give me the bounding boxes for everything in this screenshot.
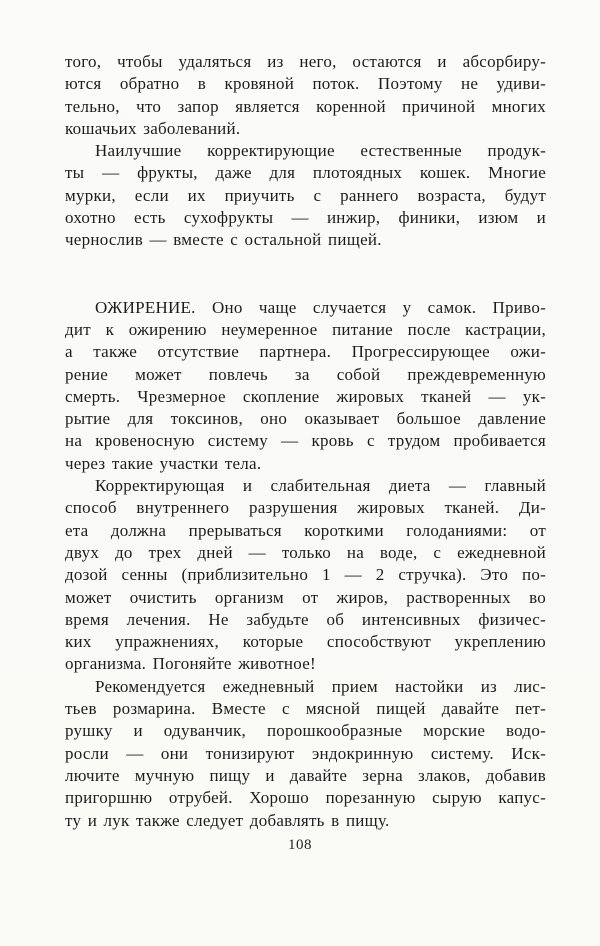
text-line: тельно, что запор является коренной причиной многих — [65, 96, 546, 116]
text-line: Рекомендуется ежедневный прием настойки из лис- — [95, 676, 546, 696]
text-line: мурки, если их приучить с раннего возраста, будут — [65, 185, 546, 205]
text-line: дит к ожирению неумеренное питание после кастрации, — [65, 319, 546, 339]
text-line: того, чтобы удаляться из него, остаются и абсорбиру- — [65, 52, 546, 71]
text-line: пригоршню отрубей. Хорошо порезанную сырую капус- — [65, 788, 546, 808]
text-line: чернослив — вместе с остальной пищей. — [65, 230, 382, 250]
text-line: Корректирующая и слабительная диета — главный — [95, 476, 546, 496]
text-line: может очистить организм от жиров, растворенных во — [65, 587, 546, 607]
paragraph — [65, 51, 546, 140]
text-line: а также отсутствие партнера. Прогрессирующее ожи- — [65, 342, 546, 362]
text-block — [65, 51, 546, 832]
text-line: на кровеносную систему — кровь с трудом пробивается — [65, 431, 546, 451]
text-line: двух до трех дней — только на воде, с ежедневной — [65, 542, 546, 562]
text-line: время лечения. Не забудьте об интенсивных физичес- — [65, 609, 546, 629]
text-line: рение может повлечь за собой преждевременную — [65, 364, 546, 384]
text-line: организма. Погоняйте животное! — [65, 654, 316, 674]
text-line: дозой сенны (приблизительно 1 — 2 стручка). Это по- — [65, 565, 546, 585]
text-line: Наилучшие корректирующие естественные продук- — [95, 141, 546, 161]
text-line: ту и лук также следует добавлять в пищу. — [65, 810, 390, 830]
text-line: ются обратно в кровяной поток. Поэтому не удиви- — [65, 74, 546, 94]
text-line: способ внутреннего разрушения жировых тканей. Ди- — [65, 498, 546, 518]
text-line: смерть. Чрезмерное скопление жировых тканей — ук- — [65, 386, 546, 406]
text-line: ОЖИРЕНИЕ. Оно чаще случается у самок. Приво- — [95, 297, 546, 317]
paragraph — [65, 475, 546, 676]
text-line: ета должна прерываться короткими голоданиями: от — [65, 520, 546, 540]
text-line: кошачьих заболеваний. — [65, 118, 241, 138]
paragraph — [65, 676, 546, 832]
text-line: лючите мучную пищу и давайте зерна злаков, добавив — [65, 765, 546, 785]
text-line: тьев розмарина. Вместе с мясной пищей давайте пет- — [65, 699, 546, 719]
text-line: росли — они тонизируют эндокринную систему. Иск- — [65, 743, 546, 763]
text-line: рушку и одуванчик, порошкообразные морские водо- — [65, 721, 546, 741]
page-number: 108 — [288, 837, 312, 853]
text-line: ких упражнениях, которые способствуют укреплению — [65, 632, 546, 652]
text-line: рытие для токсинов, оно оказывает большое давление — [65, 409, 546, 429]
text-line: ты — фрукты, даже для плотоядных кошек. Многие — [65, 163, 546, 183]
text-line: через такие участки тела. — [65, 453, 262, 473]
paragraph — [65, 140, 546, 251]
paragraph-obesity-section — [65, 297, 546, 475]
text-line: охотно есть сухофрукты — инжир, финики, изюм и — [65, 208, 546, 228]
